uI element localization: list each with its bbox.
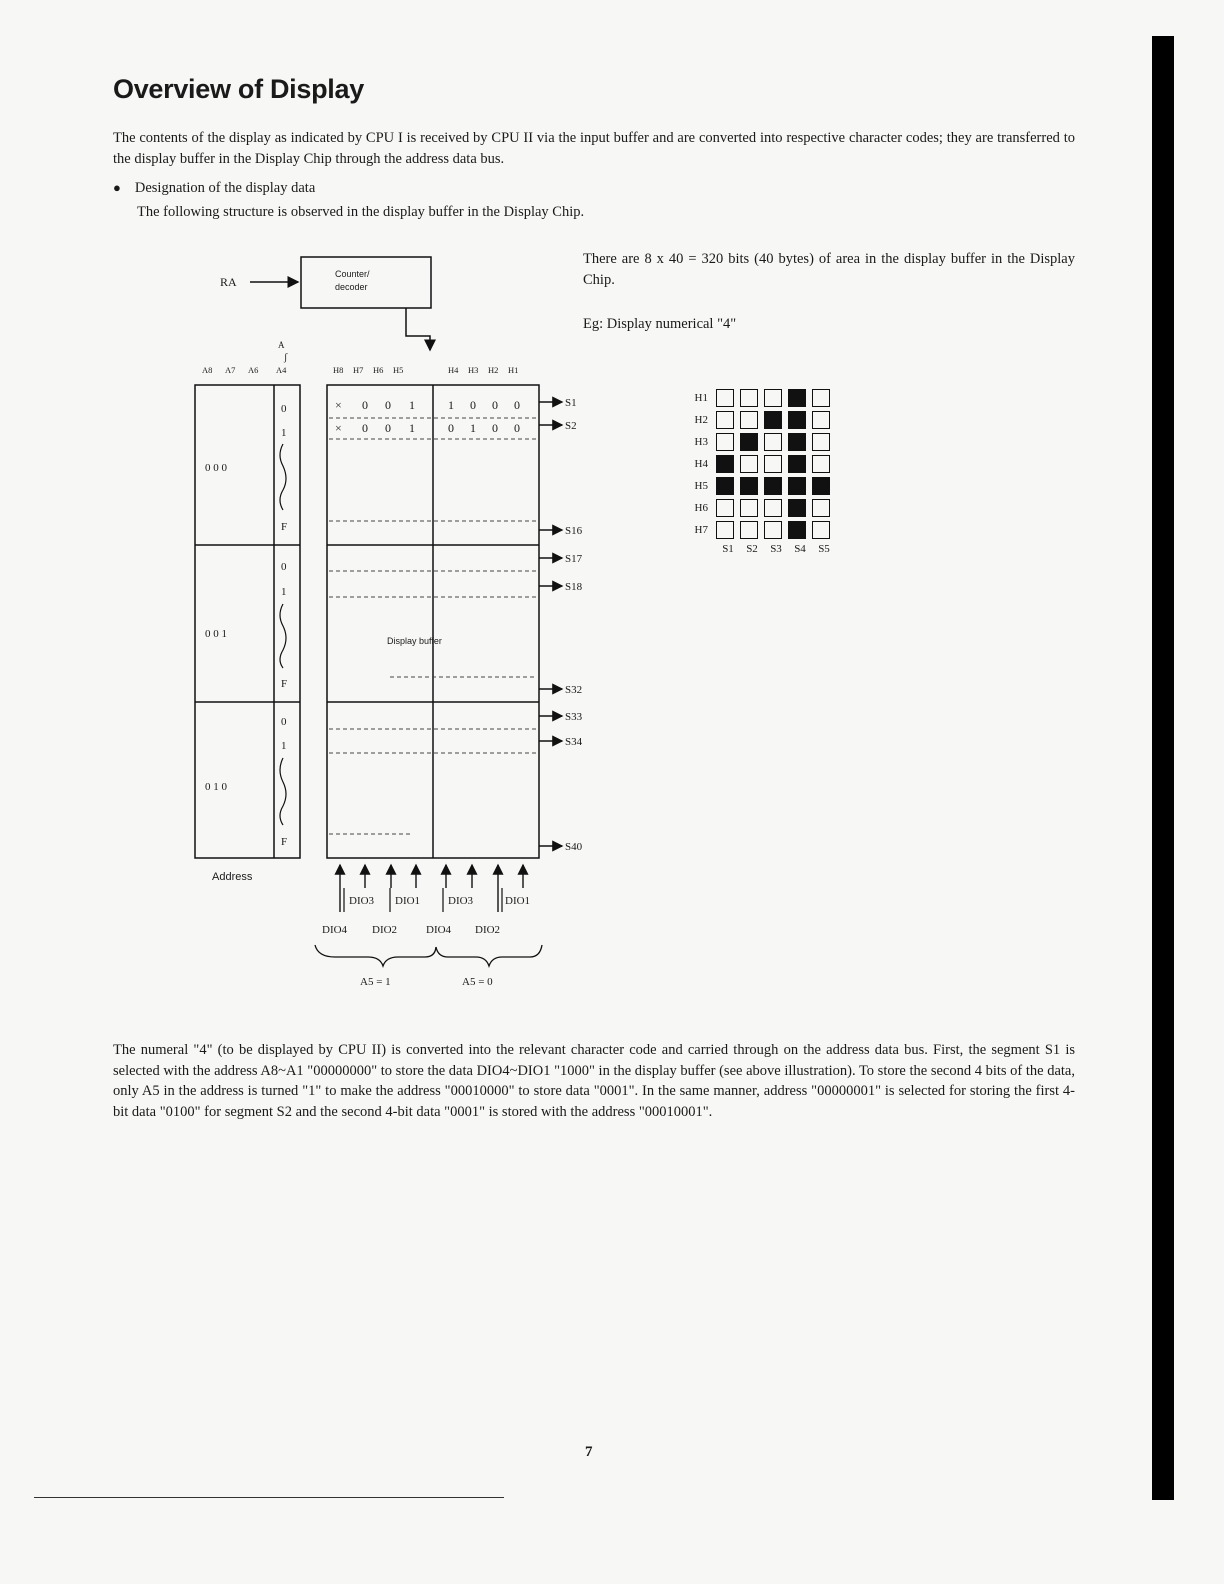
- s1-bit-h6: 0: [385, 398, 391, 412]
- low-start-1: 0: [281, 561, 287, 573]
- s2-bit-h7: 0: [362, 421, 368, 435]
- matrix-cell-unlit: [716, 389, 734, 407]
- matrix-row: [682, 389, 836, 407]
- footer-rule: [34, 1497, 504, 1498]
- h-header-h3: H3: [468, 365, 479, 375]
- matrix-cell-lit: [788, 455, 806, 473]
- dio-top-4: DIO1: [505, 895, 531, 907]
- matrix-cell-unlit: [740, 499, 758, 517]
- bullet-item: [113, 178, 1013, 199]
- matrix-row-label: H6: [694, 502, 708, 514]
- block-label-001: 0 0 1: [205, 628, 227, 640]
- segment-s40: S40: [565, 841, 583, 853]
- h-header-h4: H4: [448, 365, 459, 375]
- s1-bit-h1: 0: [514, 398, 520, 412]
- low-end-2: F: [281, 836, 288, 848]
- bullet-icon: ●: [113, 180, 121, 195]
- matrix-cell-lit: [788, 477, 806, 495]
- matrix-cell-lit: [788, 521, 806, 539]
- segment-s17: S17: [565, 553, 583, 565]
- matrix-cell-unlit: [740, 389, 758, 407]
- side-note: There are 8 x 40 = 320 bits (40 bytes) of area in the display buffer in the Display Chip.: [583, 251, 1075, 288]
- matrix-cell-unlit: [812, 411, 830, 429]
- matrix-cell-lit: [764, 411, 782, 429]
- matrix-row-label: H3: [694, 436, 708, 448]
- matrix-cell-unlit: [764, 455, 782, 473]
- example-label: Eg: Display numerical "4": [583, 316, 737, 332]
- s2-bit-h2: 0: [492, 421, 498, 435]
- s1-bit-h3: 0: [470, 398, 476, 412]
- dio-top-1: DIO3: [349, 895, 375, 907]
- address-label: Address: [212, 871, 253, 883]
- segment-s16: S16: [565, 525, 583, 537]
- low-end-0: F: [281, 521, 288, 533]
- matrix-cell-lit: [764, 477, 782, 495]
- low-end-1: F: [281, 678, 288, 690]
- dio-top-3: DIO3: [448, 895, 474, 907]
- matrix-column-label: S5: [818, 543, 830, 555]
- s2-bit-h3: 1: [470, 421, 476, 435]
- page-number: 7: [585, 1444, 593, 1460]
- intro-paragraph: The contents of the display as indicated by CPU I is received by CPU II via the input buffer and are converted into respective character codes; they are transferred to the display buffer in the Display Chip through the address data bus.: [113, 130, 1075, 167]
- segment-s33: S33: [565, 711, 583, 723]
- dio-bottom-2: DIO2: [372, 924, 398, 936]
- matrix-column-label: S1: [722, 543, 734, 555]
- s1-bit-h5: 1: [409, 398, 415, 412]
- matrix-row-label: H1: [694, 392, 708, 404]
- matrix-cell-lit: [788, 411, 806, 429]
- s2-bit-h4: 0: [448, 421, 454, 435]
- low-start-0: 0: [281, 403, 287, 415]
- matrix-cell-unlit: [812, 389, 830, 407]
- matrix-cell-unlit: [764, 499, 782, 517]
- matrix-cell-lit: [740, 433, 758, 451]
- matrix-row-label: H5: [694, 480, 708, 492]
- segment-s2: S2: [565, 420, 577, 432]
- matrix-row-label: H7: [694, 524, 708, 536]
- low-next-1: 1: [281, 586, 287, 598]
- matrix-cell-unlit: [812, 521, 830, 539]
- a5-equals-1: A5 = 1: [360, 976, 391, 988]
- addr-header-a8: A8: [202, 365, 213, 375]
- dio-bottom-1: DIO4: [322, 924, 348, 936]
- matrix-column-label: S2: [746, 543, 758, 555]
- matrix-cell-unlit: [764, 521, 782, 539]
- addr-header-a4: A4: [276, 365, 287, 375]
- matrix-column-label: S3: [770, 543, 782, 555]
- matrix-cell-unlit: [740, 521, 758, 539]
- matrix-cell-unlit: [716, 521, 734, 539]
- s2-bit-h6: 0: [385, 421, 391, 435]
- matrix-row: [682, 521, 836, 539]
- dio-bottom-3: DIO4: [426, 924, 452, 936]
- dio-bottom-4: DIO2: [475, 924, 501, 936]
- h-header-h7: H7: [353, 365, 364, 375]
- matrix-cell-unlit: [812, 499, 830, 517]
- a5-equals-0: A5 = 0: [462, 976, 493, 988]
- dio-top-2: DIO1: [395, 895, 421, 907]
- block-label-000: 0 0 0: [205, 462, 227, 474]
- h-header-h2: H2: [488, 365, 499, 375]
- bullet-text: The following structure is observed in the display buffer in the Display Chip.: [137, 204, 585, 220]
- s2-bit-h5: 1: [409, 421, 415, 435]
- s1-bit-h2: 0: [492, 398, 498, 412]
- dot-matrix: [682, 389, 836, 555]
- low-start-2: 0: [281, 716, 287, 728]
- matrix-cell-lit: [716, 455, 734, 473]
- block-label-010: 0 1 0: [205, 781, 227, 793]
- page-title: Overview of Display: [113, 74, 364, 104]
- matrix-cell-unlit: [716, 499, 734, 517]
- matrix-row: [682, 433, 836, 451]
- matrix-column-label: S4: [794, 543, 806, 555]
- a-label: A: [278, 340, 285, 350]
- addr-header-a6: A6: [248, 365, 259, 375]
- matrix-row-label: H4: [694, 458, 708, 470]
- matrix-cell-lit: [788, 433, 806, 451]
- addr-header-a7: A7: [225, 365, 236, 375]
- segment-s1: S1: [565, 397, 577, 409]
- matrix-cell-lit: [788, 389, 806, 407]
- matrix-cell-lit: [788, 499, 806, 517]
- matrix-cell-unlit: [764, 389, 782, 407]
- counter-label-2: decoder: [335, 282, 368, 292]
- h-header-h6: H6: [373, 365, 384, 375]
- matrix-cell-lit: [740, 477, 758, 495]
- body-paragraph: The numeral "4" (to be displayed by CPU II) is converted into the relevant character code and carried through on the address data bus. First, the segment S1 is selected with the address A8~A1 "00000000" to store the data DIO4~DIO1 "1000" in the display buffer (see above illustration). To store the second 4 bits of the data, only A5 in the address is turned "1" to make the address "00010000" to store data "0001". In the same manner, address "00000001" is selected for storing the first 4-bit data "0100" for segment S2 and the second 4-bit data "0001" is stored with the address "00010001".: [113, 1042, 1075, 1120]
- segment-s34: S34: [565, 736, 583, 748]
- svg-text:ʃ: ʃ: [284, 352, 288, 363]
- h-header-h5: H5: [393, 365, 404, 375]
- matrix-row-label: H2: [694, 414, 708, 426]
- matrix-row: [682, 477, 836, 495]
- h-header-h8: H8: [333, 365, 344, 375]
- s1-bit-h8: ×: [335, 398, 342, 412]
- matrix-cell-unlit: [716, 433, 734, 451]
- matrix-row: [682, 499, 836, 517]
- matrix-row: [682, 455, 836, 473]
- s2-bit-h1: 0: [514, 421, 520, 435]
- matrix-cell-unlit: [740, 411, 758, 429]
- counter-output-arrow: [406, 308, 430, 350]
- s1-bit-h4: 1: [448, 398, 454, 412]
- segment-s18: S18: [565, 581, 583, 593]
- matrix-cell-unlit: [740, 455, 758, 473]
- matrix-cell-unlit: [812, 455, 830, 473]
- low-next-0: 1: [281, 427, 287, 439]
- matrix-cell-unlit: [716, 411, 734, 429]
- h-header-h1: H1: [508, 365, 519, 375]
- display-buffer-diagram: [180, 240, 600, 1000]
- matrix-cell-unlit: [812, 433, 830, 451]
- matrix-cell-unlit: [764, 433, 782, 451]
- counter-label-1: Counter/: [335, 269, 370, 279]
- page-edge-bar: [1152, 36, 1174, 1500]
- low-next-2: 1: [281, 740, 287, 752]
- s1-bit-h7: 0: [362, 398, 368, 412]
- matrix-cell-lit: [716, 477, 734, 495]
- s2-bit-h8: ×: [335, 421, 342, 435]
- buffer-label: Display buffer: [387, 636, 442, 646]
- bullet-heading: Designation of the display data: [134, 180, 316, 196]
- matrix-row: [682, 411, 836, 429]
- matrix-cell-lit: [812, 477, 830, 495]
- ra-label: RA: [220, 275, 237, 289]
- segment-s32: S32: [565, 684, 583, 696]
